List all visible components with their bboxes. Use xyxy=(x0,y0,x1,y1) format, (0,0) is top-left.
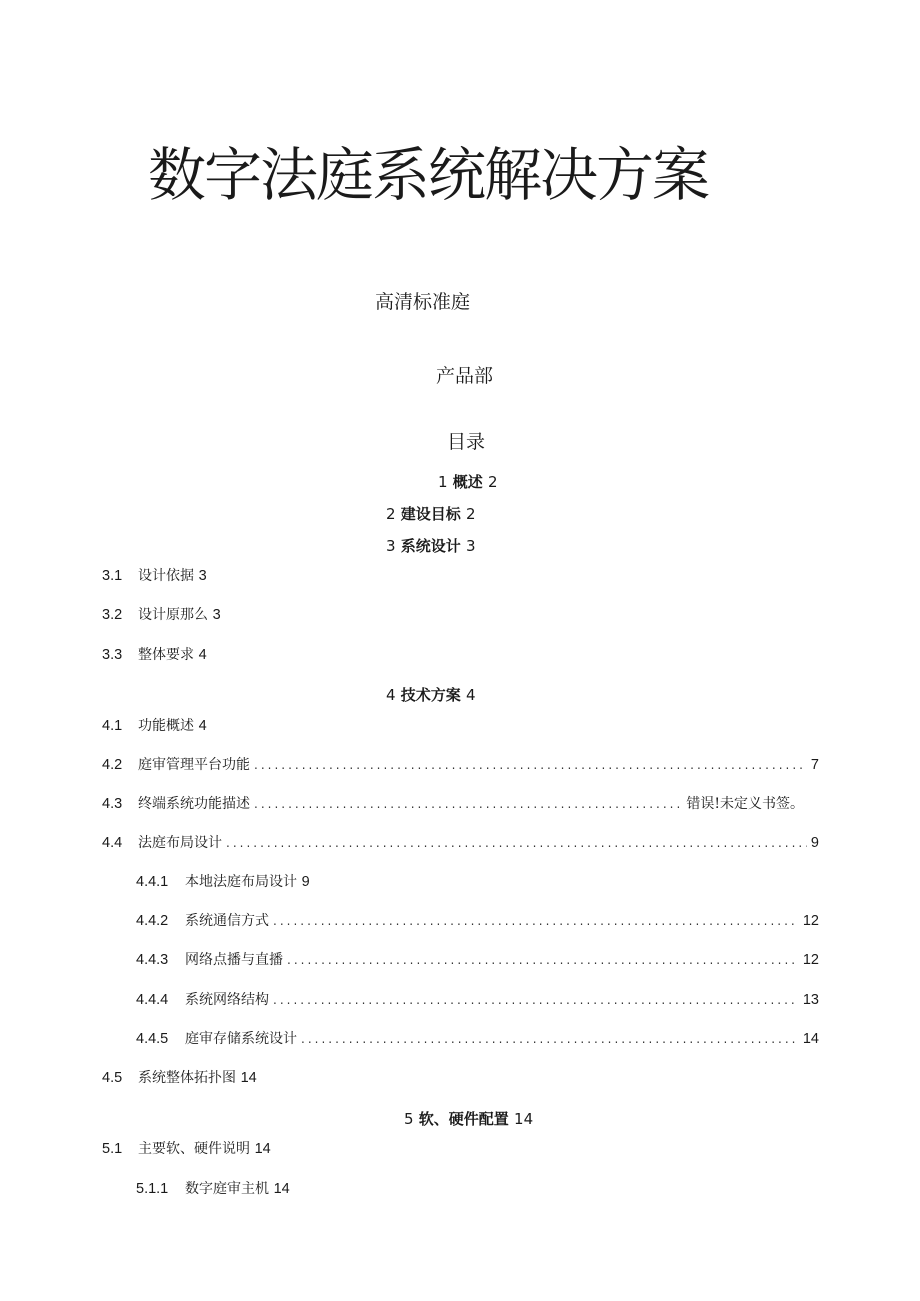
toc-entry-page: 9 xyxy=(301,874,310,890)
toc-entry-number: 4.5 xyxy=(102,1070,123,1086)
toc-entry-number: 5.1.1 xyxy=(136,1181,169,1197)
toc-entry-number: 3.2 xyxy=(102,607,123,623)
toc-entry-text: 法庭布局设计 xyxy=(138,835,222,851)
toc-entry-number: 5.1 xyxy=(102,1141,123,1157)
toc-entry-4-5[interactable] xyxy=(102,1067,257,1089)
toc-chapter-page: 3 xyxy=(466,537,476,555)
toc-entry-page: 9 xyxy=(810,835,819,851)
toc-entry-number: 4.4.4 xyxy=(136,992,169,1008)
toc-entry-text: 系统整体拓扑图 xyxy=(138,1070,236,1086)
toc-entry-number: 3.3 xyxy=(102,647,123,663)
toc-chapter-number: 5 xyxy=(404,1110,414,1128)
toc-entry-text: 庭审管理平台功能 xyxy=(138,757,250,773)
toc-entry-number: 4.4 xyxy=(102,835,123,851)
toc-chapter-2[interactable] xyxy=(386,503,476,524)
toc-entry-text: 系统通信方式 xyxy=(185,913,269,929)
toc-entry-text: 主要软、硬件说明 xyxy=(138,1141,250,1157)
toc-entry-4-4-2[interactable] xyxy=(136,910,819,932)
toc-entry-page: 7 xyxy=(810,757,819,773)
toc-dot-leader xyxy=(254,758,807,772)
toc-chapter-page: 4 xyxy=(466,686,476,704)
toc-dot-leader xyxy=(301,1032,799,1046)
toc-entry-number: 4.2 xyxy=(102,757,123,773)
toc-chapter-page: 2 xyxy=(466,505,476,523)
toc-entry-text: 设计依据 xyxy=(138,568,194,584)
toc-entry-4-4-3[interactable] xyxy=(136,949,819,971)
toc-entry-3-3[interactable] xyxy=(102,644,207,666)
toc-entry-text: 网络点播与直播 xyxy=(185,952,283,968)
toc-entry-4-4-1[interactable] xyxy=(136,871,310,893)
toc-chapter-text: 概述 xyxy=(452,473,483,491)
toc-chapter-1[interactable] xyxy=(438,471,498,492)
toc-chapter-5[interactable] xyxy=(404,1108,533,1129)
toc-entry-page: 12 xyxy=(802,952,819,968)
toc-entry-number: 3.1 xyxy=(102,568,123,584)
toc-entry-number: 4.1 xyxy=(102,718,123,734)
toc-entry-4-4-4[interactable] xyxy=(136,989,819,1011)
toc-entry-4-4[interactable] xyxy=(102,832,819,854)
toc-entry-number: 4.3 xyxy=(102,796,123,812)
toc-entry-page: 14 xyxy=(273,1181,290,1197)
toc-chapter-page: 2 xyxy=(488,473,498,491)
toc-entry-text: 终端系统功能描述 xyxy=(138,796,250,812)
toc-entry-text: 整体要求 xyxy=(138,647,194,663)
toc-entry-5-1[interactable] xyxy=(102,1138,271,1160)
toc-entry-page: 4 xyxy=(198,718,207,734)
toc-dot-leader xyxy=(254,797,682,811)
toc-chapter-text: 软、硬件配置 xyxy=(418,1110,509,1128)
toc-chapter-number: 2 xyxy=(386,505,396,523)
toc-chapter-3[interactable] xyxy=(386,535,476,556)
toc-dot-leader xyxy=(287,953,799,967)
toc-entry-text: 系统网络结构 xyxy=(185,992,269,1008)
toc-entry-page: 12 xyxy=(802,913,819,929)
toc-chapter-number: 4 xyxy=(386,686,396,704)
toc-chapter-number: 3 xyxy=(386,537,396,555)
toc-dot-leader xyxy=(226,836,807,850)
toc-entry-page: 14 xyxy=(802,1031,819,1047)
toc-entry-page: 14 xyxy=(240,1070,257,1086)
toc-entry-number: 4.4.2 xyxy=(136,913,169,929)
toc-entry-4-1[interactable] xyxy=(102,715,207,737)
toc-entry-number: 4.4.3 xyxy=(136,952,169,968)
toc-entry-4-4-5[interactable] xyxy=(136,1028,819,1050)
toc-entry-4-2[interactable] xyxy=(102,754,819,776)
toc-entry-number: 4.4.1 xyxy=(136,874,169,890)
toc-chapter-text: 系统设计 xyxy=(400,537,461,555)
toc-dot-leader xyxy=(273,993,799,1007)
subtitle: 高清标准庭 xyxy=(375,291,471,313)
toc-entry-page: 14 xyxy=(254,1141,271,1157)
toc-chapter-4[interactable] xyxy=(386,684,476,705)
toc-chapter-page: 14 xyxy=(514,1110,534,1128)
department: 产品部 xyxy=(436,365,494,387)
toc-entry-4-3[interactable] xyxy=(102,793,804,815)
toc-entry-text: 本地法庭布局设计 xyxy=(185,874,297,890)
document-title: 数字法庭系统解决方案 xyxy=(148,141,709,209)
toc-entry-page: 13 xyxy=(802,992,819,1008)
toc-entry-3-2[interactable] xyxy=(102,604,221,626)
toc-entry-page: 3 xyxy=(212,607,221,623)
toc-entry-text: 庭审存储系统设计 xyxy=(185,1031,297,1047)
toc-entry-text: 功能概述 xyxy=(138,718,194,734)
toc-chapter-text: 建设目标 xyxy=(400,505,461,523)
toc-entry-text: 设计原那么 xyxy=(138,607,208,623)
toc-dot-leader xyxy=(273,914,799,928)
toc-heading: 目录 xyxy=(447,431,486,453)
toc-entry-5-1-1[interactable] xyxy=(136,1178,290,1200)
toc-entry-page-error: 错误!未定义书签。 xyxy=(686,796,804,812)
toc-entry-3-1[interactable] xyxy=(102,565,207,587)
toc-entry-page: 3 xyxy=(198,568,207,584)
toc-chapter-text: 技术方案 xyxy=(400,686,461,704)
toc-chapter-number: 1 xyxy=(438,473,448,491)
toc-entry-text: 数字庭审主机 xyxy=(185,1181,269,1197)
toc-entry-page: 4 xyxy=(198,647,207,663)
toc-entry-number: 4.4.5 xyxy=(136,1031,169,1047)
